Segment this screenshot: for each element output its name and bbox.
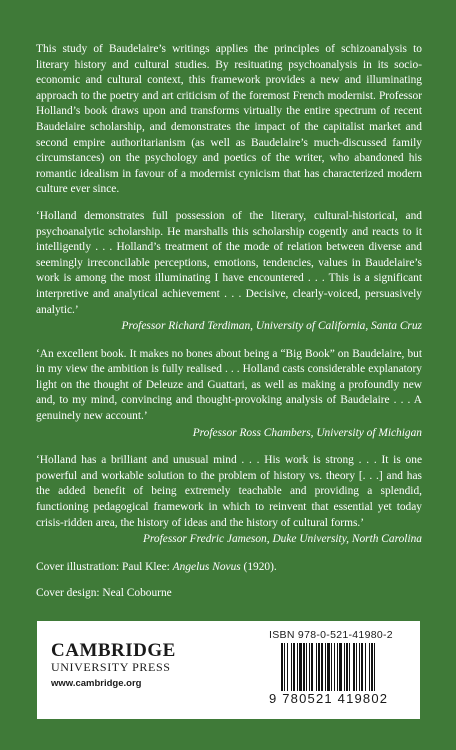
barcode-bar [337,643,338,691]
barcode-bar [287,643,288,691]
back-cover-text [36,42,422,613]
barcode-bar [318,643,320,691]
barcode-bar [374,643,375,691]
barcode-bar [353,643,355,691]
publisher-url: www.cambridge.org [51,678,142,689]
barcode-bar [334,643,335,691]
barcode-digits: 9 780521 419802 [269,691,389,706]
publisher-panel [37,621,420,719]
barcode-bar [369,643,370,691]
review-attribution: Professor Fredric Jameson, Duke University, North Carolina [142,533,422,546]
barcode-bar [297,643,298,691]
barcode-bar [371,643,373,691]
review-quote: ‘Holland demonstrates full possession of the literary, cultural-historical, and psychoanalytic scholarship. He marshalls this scholarship cogently and reacts to it intelligently . . . Holland’s treatment of the mode of relation between diverse and seemingly irreconcilable perceptions, emotions, tendencies, values in Baudelaire’s work is among the most illuminating I have encountered . . . This is a significant interpretive and analytical achievement . . . Decisive, clearly-voiced, persuasively analytic.’ [36,209,422,316]
barcode-bar [291,643,292,691]
barcode-bar [303,643,305,691]
illustration-prefix: Cover illustration: Paul Klee: [36,560,173,573]
barcode-bar [331,643,332,691]
barcode-bar [281,643,283,691]
illustration-year: (1920). [240,560,277,573]
barcode-bar [365,643,366,691]
review-attribution: Professor Ross Chambers, University of Michigan [192,426,422,439]
isbn-label: ISBN 978-0-521-41980-2 [269,629,393,641]
barcode-bar [284,643,285,691]
publisher-press-line: UNIVERSITY PRESS [51,660,171,674]
barcode-bar [306,643,307,691]
barcode-bar [316,643,317,691]
book-description: This study of Baudelaire’s writings applies the principles of schizoanalysis to literary history and cultural studies. By resituating psychoanalysis in its socio-economic and cultural context, this framework provides a new and illuminating approach to the poetry and art criticism of the foremost French modernist. Professor Holland’s book draws upon and transforms virtually the entire spectrum of recent Baudelaire scholarship, and demonstrates the impact of the capitalist market and second empire authoritarianism (as well as Baudelaire’s much-discussed family circumstances) on the psychology and poetics of the writer, who abandoned his romantic idealism in favour of a modernist cynicism that has characterized modern culture ever since. [36,43,422,196]
barcode-bar [327,643,330,691]
review-quote: ‘An excellent book. It makes no bones about being a “Big Book” on Baudelaire, but in my view the ambition is fully realised . . . Holland casts considerable explanatory light on the thought of Deleuze and Guattari, as well as making a profoundly new and, to my mind, convincing and thought-provoking analysis of Baudelaire . . . A genuinely new account.’ [36,347,422,423]
barcode-bar [359,643,360,691]
barcode-bar [293,643,295,691]
barcode-bar [309,643,310,691]
review-quote: ‘Holland has a brilliant and unusual mind . . . His work is strong . . . It is one powerful and workable solution to the problem of history vs. theory [. . .] and has the added benefit of being extremely teachable and providing a splendid, functioning pedagogical framework in which to reinvent that essential yet today crisis-ridden area, the history of ideas and the history of cultural forms.’ [36,454,422,529]
barcode-bar [346,643,348,691]
publisher-logo: CAMBRIDGE [51,640,176,661]
barcode-icon [281,643,403,691]
barcode-bar [339,643,342,691]
cover-illustration-credit [36,560,422,576]
barcode-bar [344,643,345,691]
illustration-title: Angelus Novus [172,560,241,573]
barcode-bar [325,643,326,691]
review-attribution: Professor Richard Terdiman, University of California, Santa Cruz [121,320,422,333]
cover-design-credit: Cover design: Neal Cobourne [36,587,172,600]
barcode-bar [321,643,323,691]
barcode-bar [311,643,313,691]
barcode-bar [361,643,363,691]
barcode-bar [299,643,302,691]
barcode-bar [349,643,350,691]
barcode-bar [356,643,357,691]
